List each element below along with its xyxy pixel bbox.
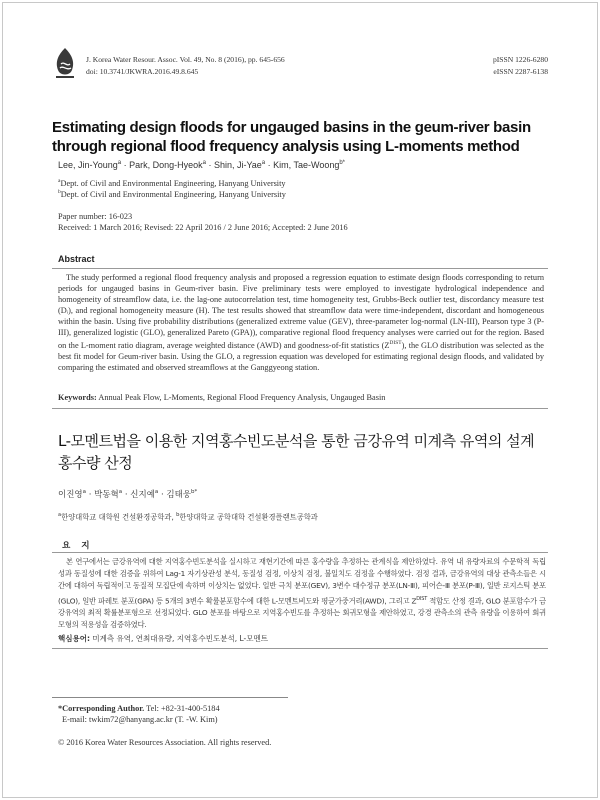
paper-title: Estimating design floods for ungauged basins in the geum-river basin through regional flood frequency analysis using L-moments method [52,119,531,155]
korean-affiliations: $^a$한양대학교 대학원 건설환경공학과, $^b$한양대학교 공학대학 건설환경플랜트공학과 [58,512,318,522]
korean-keywords: 핵심용어: 미계측 유역, 연최대유량, 지역홍수빈도분석, L-모멘트 [58,634,268,643]
corresponding-author: *Corresponding Author. Tel: +82-31-400-5184 [58,704,220,713]
author-name: Kim, Tae-Woong [273,160,340,170]
author-list: Lee, Jin-Young$^a$ · Park, Dong-Hyeok$^a$ · Shin, Ji-Yae$^a$ · Kim, Tae-Woong$^{b*}$ [58,160,346,170]
footnote-divider [52,697,288,698]
abstract-body: The study performed a regional flood frequency analysis and proposed a regression equation to estimate design floods corresponding to return periods for ungauged basins in Geum-river basin. Five preliminary tests were employed to investigate hydrological independence and homogeneity of streamflow data, i.e. the lag-one autocorrelation test, time homogeneity test, Grubbs-Beck outlier test, discordancy measure test (Dᵢ), and regional homogeneity measure (H). The test results showed that streamflow data were time-independent, discordant and homogeneous within the basin. Using five probability distributions (generalized extreme value (GEV), three-parameter log-normal (LN-III), Pearson type 3 (P-III), generalized logistic (GLO), generalized Pareto (GPA)), comparative regional flood frequency analyses were carried out for the region. Based on the L-moment ratio diagram, average weighted distance (AWD) and goodness-of-fit statistics $(Z^{DIST})$, the GLO distribution was selected as the best fit model for Geum-river basin. Using the GLO, a regression equation was developed for estimating regional design floods, and validated by comparing the estimated and observed streamflows at the Ganggyeong station. [58,273,544,373]
korean-title: L-모멘트법을 이용한 지역홍수빈도분석을 통한 금강유역 미계측 유역의 설계홍수량 산정 [58,432,535,472]
keywords: Keywords: Annual Peak Flow, L-Moments, Regional Flood Frequency Analysis, Ungauged Basin [58,393,386,402]
divider [52,268,548,269]
corresponding-email[interactable]: E-mail: twkim72@hanyang.ac.kr (T. -W. Kim) [62,715,218,724]
copyright-notice: © 2016 Korea Water Resources Association. All rights reserved. [58,738,272,747]
paper-number: Paper number: 16-023 [58,212,133,221]
abstract-heading: Abstract [58,254,95,264]
affiliation-b: $^b$Dept. of Civil and Environmental Engineering, Hanyang University [58,189,286,199]
journal-header [52,46,548,82]
journal-citation: J. Korea Water Resour. Assoc. Vol. 49, No. 8 (2016), pp. 645-656 [86,55,285,64]
korean-abstract-heading: 요 지 [62,541,94,551]
affiliation-a: $^a$Dept. of Civil and Environmental Engineering, Hanyang University [58,178,286,188]
pissn: pISSN 1226-6280 [492,55,548,64]
korean-author-list: 이진영$^a$ · 박동혁$^a$ · 신지예$^a$ · 김태웅$^{b*}$ [58,489,198,500]
divider [52,648,548,649]
eissn: eISSN 2287-6138 [493,67,548,76]
doi-link[interactable]: doi: 10.3741/JKWRA.2016.49.8.645 [86,67,199,76]
divider [52,552,548,553]
journal-logo-icon [52,46,78,80]
author-name: Park, Dong-Hyeok [129,160,203,170]
korean-abstract-body: 본 연구에서는 금강유역에 대한 지역홍수빈도분석을 실시하고 재현기간에 따른 홍수량을 추정하는 관계식을 제안하였다. 유역 내 유량자료의 수문학적 독립성과 동질성에 대한 검증을 위하여 Lag-1 자기상관성 분석, 동질성 검정, 이상치 검정, 불일치도 검정을 수행하였다. 검정 결과, 금강유역의 대상 관측소들은 시간에 대하여 독립적이고 동질적 모집단에 속하며 이상치는 없었다. 일반 극치 분포(GEV), 3변수 대수정규 분포(LN-Ⅲ), 피어슨-Ⅲ 분포(P-Ⅲ), 일반 로지스틱 분포(GLO), 일반 파레토 분포(GPA) 등 5개의 3변수 확률분포함수에 대한 L-모멘트비도와 평균가중거리(AWD), 그리고 $Z^{DIST}$ 적합도 산정 결과, GLO 분포함수가 금강유역의 최적 확률분포형으로 선정되었다. GLO 분포를 바탕으로 지역홍수빈도를 추정하는 회귀모형을 제안하였고, 강경 관측소의 관측 유량을 이용하여 회귀모형의 적용성을 검증하였다. [58,557,546,630]
author-name: Shin, Ji-Yae [213,160,262,170]
author-name: Lee, Jin-Young [58,160,118,170]
paper-dates: Received: 1 March 2016; Revised: 22 April 2016 / 2 June 2016; Accepted: 2 June 2016 [58,223,348,232]
divider [52,408,548,409]
